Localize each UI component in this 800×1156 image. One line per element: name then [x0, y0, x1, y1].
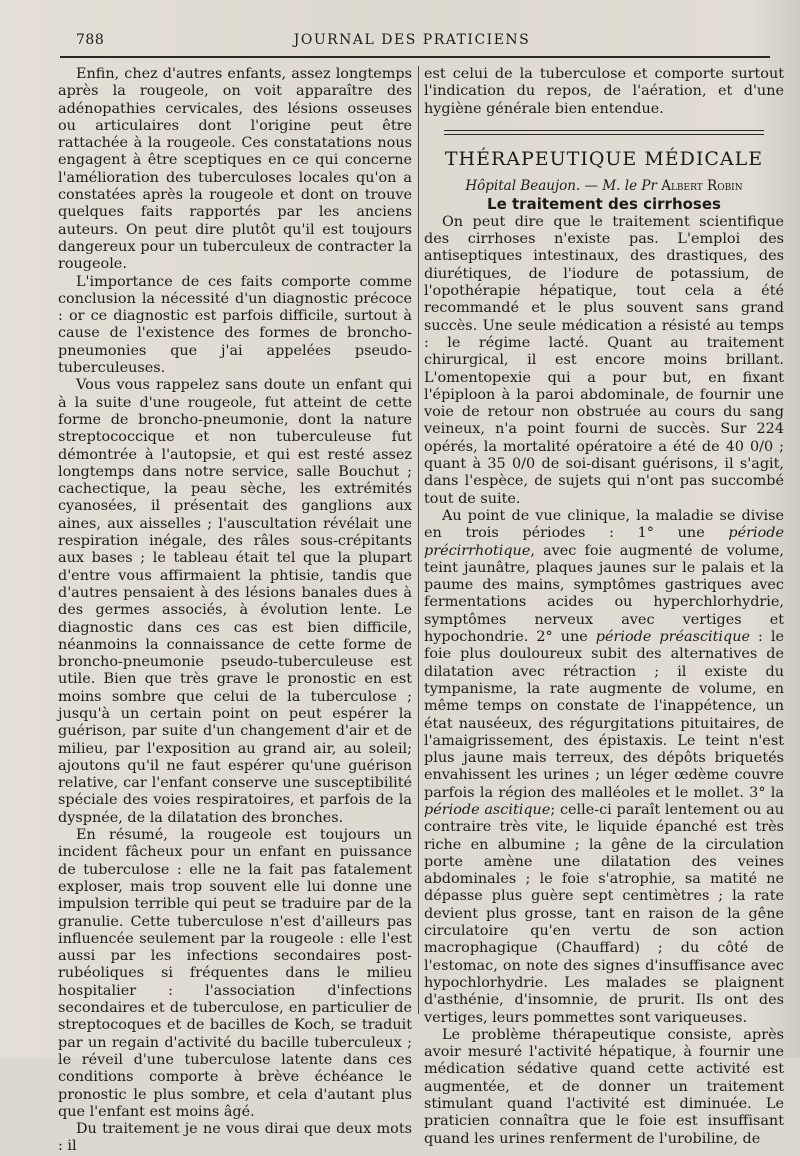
left-paragraph-4: En résumé, la rougeole est toujours un incident fâcheux pour un enfant en puissance de tuberculose : elle ne la fait pas fatalement exploser, mais trop souvent elle lui donne une impulsion terrible qui peut se traduire par de la granulie. Cette tuberculose n'est d'ailleurs pas influencée seulement par la rougeole : elle l'est aussi par les infections secondaires post-rubéoliques si fréquentes dans le milieu hospitalier : l'association d'infections secondaires et de tuberculose, en particulier de streptocoques et de bacilles de Koch, se traduit par un regain d'activité du bacille tuberculeux ; le réveil d'une tuberculose latente dans ces conditions comporte à brève échéance le pronostic le plus sombre, et cela d'autant plus que l'enfant est moins âgé.: [58, 827, 412, 1120]
left-paragraph-5: Du traitement je ne vous dirai que deux mots : il: [58, 1121, 412, 1155]
page-header: [60, 30, 764, 56]
left-paragraph-2: L'importance de ces faits comporte comme conclusion la nécessité d'un diagnostic précoce : or ce diagnostic est parfois difficile, surtout à cause de l'existence des formes de broncho-pneumonies que j'ai appelées pseudo-tuberculeuses.: [58, 273, 412, 377]
p2-text-b: , avec foie augmenté de volume, teint jaunâtre, plaques jaunes sur le palais et la paume des mains, symptômes gastriques avec fermentations acides ou hyperchlorhydrie, symptômes nerveux avec vertiges et hypochondrie. 2° une: [424, 542, 784, 646]
p2-text-a: Au point de vue clinique, la maladie se divise en trois périodes : 1° une: [424, 507, 784, 542]
right-column: [424, 66, 785, 1147]
journal-title: JOURNAL DES PRATICIENS: [293, 32, 531, 48]
author-name: Albert Robin: [661, 177, 743, 194]
right-paragraph-continuation: est celui de la tuberculose et comporte surtout l'indication du repos, de l'aération, et d'une hygiène générale bien entendue.: [424, 66, 784, 117]
p2-text-d: ; celle-ci paraît lentement ou au contraire très vite, le liquide épanché est très riche en albumine ; la gêne de la circulation porte amène une dilatation des veines abdominales ; le foie s'atrophie, sa matité ne dépasse plus guère sept centimètres ; la rate devient plus grosse, tant en raison de la gêne circulatoire qu'en vertu de son action macrophagique (Chauffard) ; du côté de l'estomac, on note des signes d'insuffisance avec hypochlorhydrie. Les malades se plaignent d'asthénie, d'insomnie, de prurit. Ils ont des vertiges, leurs pommettes sont variqueuses.: [424, 801, 785, 1026]
term-ascitic: période ascitique: [424, 801, 551, 818]
right-paragraph-3: Le problème thérapeutique consiste, après avoir mesuré l'activité hépatique, à fournir une médication sédative quand cette activité est augmentée, et de donner un traitement stimulant quand l'activité est diminuée. Le praticien connaîtra que le foie est insuffisant quand les urines renferment de l'urobiline, de: [424, 1026, 784, 1147]
page-number: 788: [76, 32, 105, 48]
column-divider: [418, 66, 419, 1014]
section-title: THÉRAPEUTIQUE MÉDICALE: [444, 147, 764, 170]
term-preascitic: période préascitique: [595, 629, 750, 646]
left-column: [58, 66, 412, 1155]
header-rule: [60, 56, 770, 58]
section-rule: [444, 130, 764, 138]
p2-text-c: : le foie plus douloureux subit des alternatives de dilatation avec rétraction ; il existe du tympanisme, la rate augmente de volume, en même temps on constate de l'inappétence, un état nauséeux, des régurgitations pituitaires, de l'amaigrissement, des épistaxis. Le teint n'est plus jaune mais terreux, des dépôts briquetés envahissent les urines ; un léger œdème couvre parfois la région des malléoles et le mollet. 3° la: [424, 629, 784, 801]
article-title: Le traitement des cirrhoses: [487, 194, 721, 213]
term-precirrhotic: période précirrhotique: [424, 525, 785, 559]
article-byline: [424, 178, 784, 195]
right-paragraph-2: [424, 508, 784, 1027]
right-paragraph-1: On peut dire que le traitement scientifique des cirrhoses n'existe pas. L'emploi des antiseptiques intestinaux, des drastiques, des diurétiques, de l'iodure de potassium, de l'opothérapie hépatique, tout cela a été recommandé et le plus souvent sans grand succès. Une seule médication a résisté au temps : le régime lacté. Quant au traitement chirurgical, il est encore moins brillant. L'omentopexie qui a pour but, en fixant l'épiploon à la paroi abdominale, de fournir une voie de retour non obstruée au cours du sang veineux, n'a point fourni de succès. Sur 224 opérés, la mortalité opératoire a été de 40 0/0 ; quant à 35 0/0 de soi-disant guérisons, il s'agit, dans l'espèce, de sujets qui n'ont pas succombé tout de suite.: [424, 213, 784, 507]
left-paragraph-1: Enfin, chez d'autres enfants, assez longtemps après la rougeole, on voit apparaître des adénopathies cervicales, des lésions osseuses ou articulaires dont l'origine peut être rattachée à la rougeole. Ces constatations nous engagent à être sceptiques en ce qui concerne l'amélioration des tuberculoses locales qu'on a constatées après la rougeole et dont on trouve quelques faits rapportés par les anciens auteurs. On peut dire plutôt qu'il est toujours dangereux pour un tuberculeux de contracter la rougeole.: [58, 66, 412, 273]
byline-prefix: Hôpital Beaujon. — M. le Pr: [465, 177, 657, 194]
left-paragraph-3: Vous vous rappelez sans doute un enfant qui à la suite d'une rougeole, fut atteint de cette forme de broncho-pneumonie, dont la nature streptococcique et non tuberculeuse fut démontrée à l'autopsie, et qui est resté assez longtemps dans notre service, salle Bouchut ; cachectique, la peau sèche, les extrémités cyanosées, il présentait des ganglions aux aines, aux aisselles ; l'auscultation révélait une respiration inégale, des râles sous-crépitants aux bases ; le tableau était tel que la plupart d'entre vous affirmaient la phtisie, tandis que d'autres pensaient à des lésions banales dues à des germes associés, à évolution lente. Le diagnostic dans ces cas est bien difficile, néanmoins la connaissance de cette forme de broncho-pneumonie pseudo-tuberculeuse est utile. Bien que très grave le pronostic en est moins sombre que celui de la tuberculose ; jusqu'à un certain point on peut espérer la guérison, par suite d'un changement d'air et de milieu, par l'exposition au grand air, au soleil; ajoutons qu'il ne faut espérer qu'une guérison relative, car l'enfant conserve une susceptibilité spéciale des voies respiratoires, et parfois de la dyspnée, de la dilatation des bronches.: [58, 377, 412, 826]
